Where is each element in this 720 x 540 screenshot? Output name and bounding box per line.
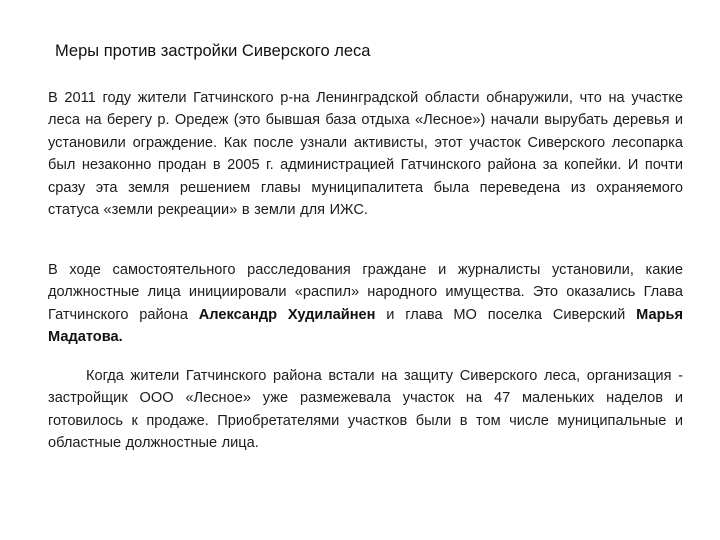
paragraph-2 bbox=[48, 259, 683, 349]
paragraph-3: Когда жители Гатчинского района встали на защиту Сиверского леса, организация - застройщик ООО «Лесное» уже размежевала участок на 47 маленьких наделов и готовилось к продаже. Приобретателями участков были в том числе муниципальные и областные должностные лица. bbox=[48, 368, 683, 452]
paragraph-2-text-before: В ходе самостоятельного расследования граждане и журналисты установили, какие должностные лица инициировали «распил» народного имущества. Это оказались Глава Гатчинского района bbox=[48, 262, 683, 323]
official-name-1: Александр Худилайнен bbox=[198, 306, 376, 323]
slide-title: Меры против застройки Сиверского леса bbox=[55, 42, 371, 60]
official-name-2: Марья Мадатова. bbox=[48, 306, 683, 346]
paragraph-1: В 2011 году жители Гатчинского р-на Ленинградской области обнаружили, что на участке леса на берегу р. Оредеж (это бывшая база отдыха «Лесное») начали вырубать деревья и установили ограждение. Как после узнали активисты, этот участок Сиверского лесопарка был незаконно продан в 2005 г. администрацией Гатчинского района за копейки. И почти сразу эта земля решением главы муниципалитета была переведена из охраняемого статуса «земли рекреации» в земли для ИЖС. bbox=[48, 90, 683, 219]
paragraph-2-text-middle: и глава МО поселка Сиверский bbox=[375, 306, 637, 323]
